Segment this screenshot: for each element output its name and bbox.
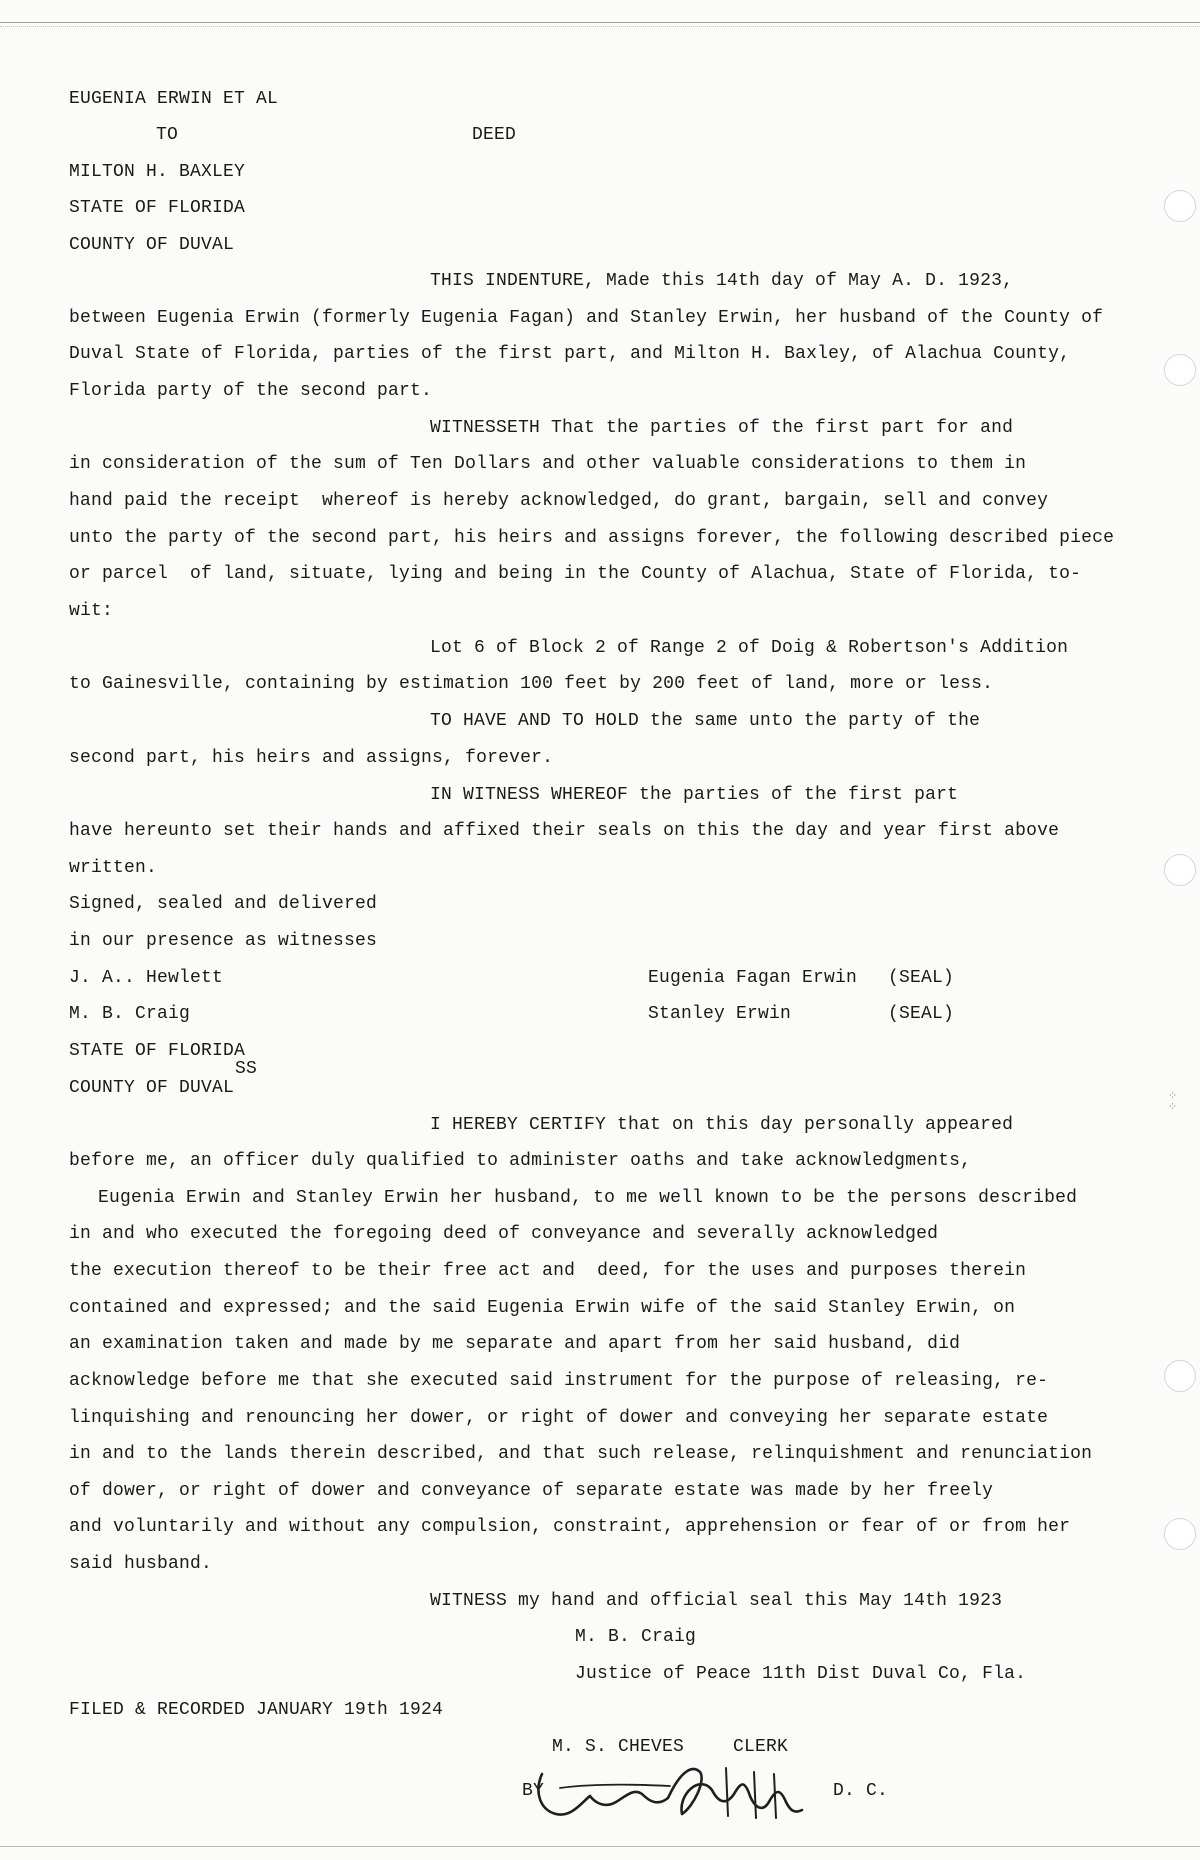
witness-intro: Signed, sealed and delivered bbox=[69, 894, 378, 914]
body-line: wit: bbox=[69, 601, 114, 621]
grantee-line: MILTON H. BAXLEY bbox=[69, 162, 246, 182]
ack-state: STATE OF FLORIDA bbox=[69, 1041, 246, 1061]
county-line: COUNTY OF DUVAL bbox=[69, 235, 235, 255]
body-line: written. bbox=[69, 858, 158, 878]
body-line: have hereunto set their hands and affixed their seals on this the day and year first above bbox=[69, 821, 1060, 841]
ack-county: COUNTY OF DUVAL bbox=[69, 1078, 235, 1098]
signer-name: Stanley Erwin bbox=[648, 1004, 792, 1024]
ack-line: an examination taken and made by me separate and apart from her said husband, did bbox=[69, 1334, 961, 1354]
seal-label: (SEAL) bbox=[888, 968, 955, 988]
clerk-name: M. S. CHEVES bbox=[552, 1737, 685, 1757]
body-line: Florida party of the second part. bbox=[69, 381, 433, 401]
ack-line: of dower, or right of dower and conveyance of separate estate was made by her freely bbox=[69, 1481, 994, 1501]
state-line: STATE OF FLORIDA bbox=[69, 198, 246, 218]
ack-line: and voluntarily and without any compulsion, constraint, apprehension or fear of or from her bbox=[69, 1517, 1071, 1537]
filed-recorded-line: FILED & RECORDED JANUARY 19th 1924 bbox=[69, 1700, 444, 1720]
document-title: DEED bbox=[472, 125, 517, 145]
body-line: Duval State of Florida, parties of the first part, and Milton H. Baxley, of Alachua County, bbox=[69, 344, 1071, 364]
grantor-line: EUGENIA ERWIN ET AL bbox=[69, 89, 279, 109]
body-line: to Gainesville, containing by estimation 100 feet by 200 feet of land, more or less. bbox=[69, 674, 994, 694]
signature-icon bbox=[530, 1744, 810, 1834]
ack-line: in and to the lands therein described, and that such release, relinquishment and renunciation bbox=[69, 1444, 1093, 1464]
ack-line: I HEREBY CERTIFY that on this day personally appeared bbox=[430, 1115, 1014, 1135]
punch-hole-icon bbox=[1164, 1518, 1196, 1550]
ack-line: linquishing and renouncing her dower, or right of dower and conveying her separate estate bbox=[69, 1408, 1049, 1428]
body-line: TO HAVE AND TO HOLD the same unto the party of the bbox=[430, 711, 981, 731]
body-line: THIS INDENTURE, Made this 14th day of May A. D. 1923, bbox=[430, 271, 1014, 291]
clerk-title: CLERK bbox=[733, 1737, 789, 1757]
body-line: in consideration of the sum of Ten Dollars and other valuable considerations to them in bbox=[69, 454, 1027, 474]
officer-title: Justice of Peace 11th Dist Duval Co, Fla. bbox=[575, 1664, 1027, 1684]
body-line: hand paid the receipt whereof is hereby acknowledged, do grant, bargain, sell and convey bbox=[69, 491, 1049, 511]
by-label: BY bbox=[522, 1781, 545, 1801]
to-label: TO bbox=[156, 125, 179, 145]
margin-mark: ⁘ ⁘ bbox=[1168, 1091, 1178, 1114]
punch-hole-icon bbox=[1164, 354, 1196, 386]
body-line: or parcel of land, situate, lying and being in the County of Alachua, State of Florida, to- bbox=[69, 564, 1082, 584]
top-rule-dotted bbox=[0, 26, 1200, 27]
witness-name: M. B. Craig bbox=[69, 1004, 191, 1024]
ack-line: acknowledge before me that she executed said instrument for the purpose of releasing, re- bbox=[69, 1371, 1049, 1391]
ss-label: SS bbox=[235, 1059, 258, 1079]
witness-name: J. A.. Hewlett bbox=[69, 968, 224, 988]
seal-label: (SEAL) bbox=[888, 1004, 955, 1024]
ack-line: contained and expressed; and the said Eugenia Erwin wife of the said Stanley Erwin, on bbox=[69, 1298, 1016, 1318]
punch-hole-icon bbox=[1164, 1360, 1196, 1392]
signer-name: Eugenia Fagan Erwin bbox=[648, 968, 858, 988]
ack-line: Eugenia Erwin and Stanley Erwin her husband, to me well known to be the persons described bbox=[98, 1188, 1078, 1208]
body-line: IN WITNESS WHEREOF the parties of the first part bbox=[430, 785, 959, 805]
ack-line: said husband. bbox=[69, 1554, 213, 1574]
body-line: second part, his heirs and assigns, forever. bbox=[69, 748, 554, 768]
top-rule bbox=[0, 22, 1200, 23]
punch-hole-icon bbox=[1164, 190, 1196, 222]
bottom-rule bbox=[0, 1846, 1200, 1847]
body-line: Lot 6 of Block 2 of Range 2 of Doig & Robertson's Addition bbox=[430, 638, 1069, 658]
punch-hole-icon bbox=[1164, 854, 1196, 886]
body-line: unto the party of the second part, his heirs and assigns forever, the following described piece bbox=[69, 528, 1115, 548]
witness-intro: in our presence as witnesses bbox=[69, 931, 378, 951]
body-line: WITNESSETH That the parties of the first part for and bbox=[430, 418, 1014, 438]
officer-name: M. B. Craig bbox=[575, 1627, 697, 1647]
deputy-clerk-label: D. C. bbox=[833, 1781, 889, 1801]
body-line: between Eugenia Erwin (formerly Eugenia Fagan) and Stanley Erwin, her husband of the County of bbox=[69, 308, 1104, 328]
witness-seal-line: WITNESS my hand and official seal this May 14th 1923 bbox=[430, 1591, 1003, 1611]
ack-line: before me, an officer duly qualified to administer oaths and take acknowledgments, bbox=[69, 1151, 972, 1171]
ack-line: the execution thereof to be their free act and deed, for the uses and purposes therein bbox=[69, 1261, 1027, 1281]
ack-line: in and who executed the foregoing deed of conveyance and severally acknowledged bbox=[69, 1224, 939, 1244]
